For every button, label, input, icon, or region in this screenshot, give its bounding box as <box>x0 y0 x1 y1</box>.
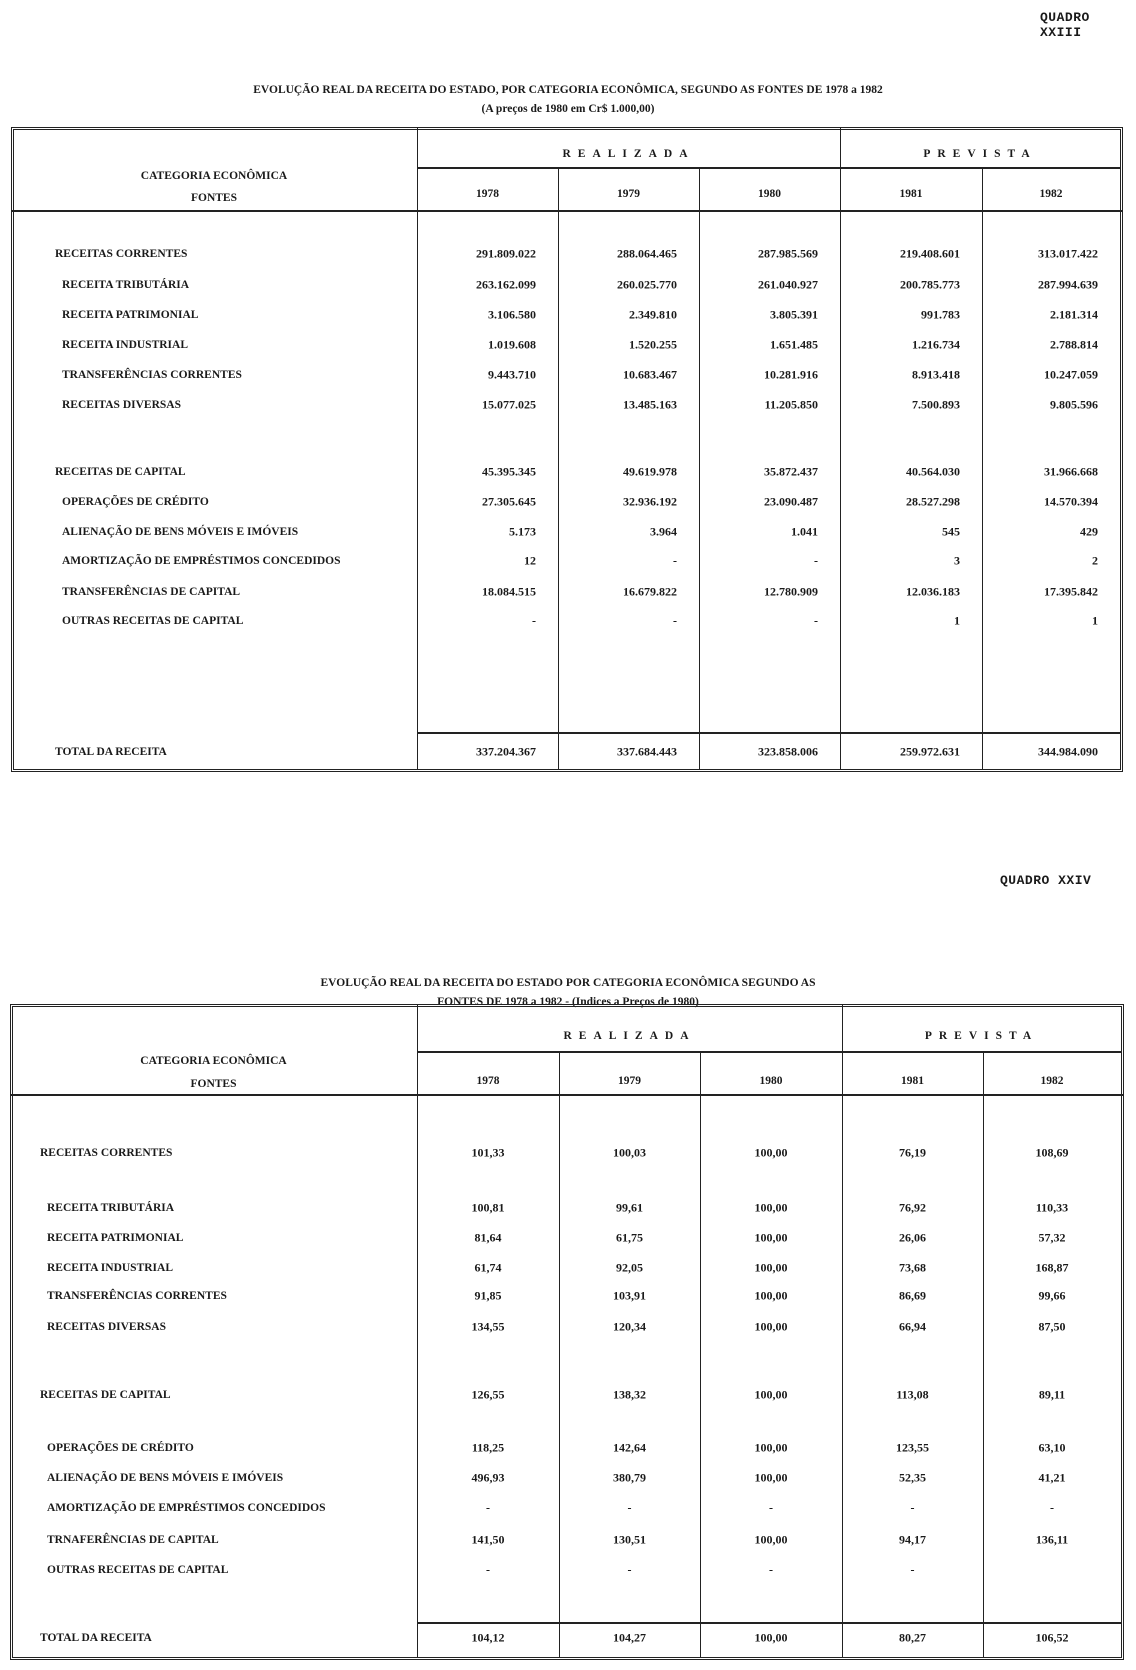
table-cell: 429 <box>1080 524 1098 539</box>
table-cell: 100,00 <box>754 1319 788 1334</box>
table-cell: 1.041 <box>791 524 818 539</box>
quadro-xxiv-subtitle: FONTES DE 1978 a 1982 - (Indices a Preços de 1980) <box>437 996 699 1008</box>
row-label: RECEITA PATRIMONIAL <box>62 309 199 321</box>
table-cell: 496,93 <box>471 1470 505 1485</box>
table-cell: 141,50 <box>471 1532 505 1547</box>
header-bottom-rule <box>10 1094 1124 1096</box>
table-cell: 86,69 <box>899 1288 926 1303</box>
table-cell: 136,11 <box>1035 1532 1069 1547</box>
table-cell: 100,00 <box>754 1440 788 1455</box>
table-cell: - <box>673 613 677 628</box>
table-cell: 81,64 <box>474 1230 502 1245</box>
table-cell: 100,03 <box>613 1145 646 1160</box>
row-label: RECEITA PATRIMONIAL <box>47 1232 184 1244</box>
table-cell: 28.527.298 <box>906 494 960 509</box>
table-cell: 31.966.668 <box>1044 464 1098 479</box>
table-cell: 138,32 <box>613 1387 646 1402</box>
row-label: RECEITAS CORRENTES <box>55 248 188 260</box>
quadro-xxiii-table-frame <box>11 127 1123 772</box>
total-rule <box>417 732 1120 734</box>
table-cell: - <box>486 1562 490 1577</box>
row-label: RECEITAS DIVERSAS <box>62 399 181 411</box>
table-cell: 15.077.025 <box>482 397 536 412</box>
table-cell: 76,19 <box>899 1145 926 1160</box>
table-cell: 3.805.391 <box>770 307 818 322</box>
table-cell: 101,33 <box>471 1145 505 1160</box>
table-cell: 380,79 <box>613 1470 646 1485</box>
table-cell: 40.564.030 <box>906 464 960 479</box>
table-cell: 323.858.006 <box>758 744 818 759</box>
table-cell: 123,55 <box>896 1440 929 1455</box>
quadro-xxiii-title: EVOLUÇÃO REAL DA RECEITA DO ESTADO, POR CATEGORIA ECONÔMICA, SEGUNDO AS FONTES DE 1978 a 1982 <box>253 84 883 96</box>
table-cell: - <box>1050 1500 1054 1515</box>
row-label: TRNAFERÊNCIAS DE CAPITAL <box>47 1534 219 1546</box>
table-cell: 91,85 <box>474 1288 502 1303</box>
table-cell: 100,00 <box>754 1288 788 1303</box>
table-cell: 113,08 <box>896 1387 929 1402</box>
table-cell: 3 <box>954 553 960 568</box>
table-cell: - <box>532 613 536 628</box>
header-group-divider <box>417 1051 1121 1053</box>
table-cell: - <box>627 1500 632 1515</box>
header-year: 1978 <box>476 188 499 200</box>
header-year: 1982 <box>1040 1075 1064 1087</box>
table-cell: 118,25 <box>471 1440 505 1455</box>
column-divider <box>840 127 841 769</box>
table-cell: 337.684.443 <box>617 744 677 759</box>
table-cell: 35.872.437 <box>764 464 818 479</box>
row-label: AMORTIZAÇÃO DE EMPRÉSTIMOS CONCEDIDOS <box>62 555 341 567</box>
table-cell: 261.040.927 <box>758 277 818 292</box>
table-cell: 2 <box>1092 553 1098 568</box>
table-cell: 49.619.978 <box>623 464 677 479</box>
table-cell: 100,00 <box>754 1230 788 1245</box>
table-cell: 260.025.770 <box>617 277 677 292</box>
table-cell: 12.036.183 <box>906 584 960 599</box>
column-divider <box>983 1051 984 1657</box>
table-cell: - <box>486 1500 490 1515</box>
table-cell: 12 <box>524 553 536 568</box>
table-cell: 94,17 <box>899 1532 926 1547</box>
header-year: 1980 <box>758 188 781 200</box>
table-cell: 73,68 <box>899 1260 926 1275</box>
table-cell: 263.162.099 <box>476 277 536 292</box>
table-cell: 288.064.465 <box>617 246 677 261</box>
table-cell: 991.783 <box>921 307 960 322</box>
row-label: TRANSFERÊNCIAS CORRENTES <box>47 1290 227 1302</box>
header-year: 1982 <box>1039 188 1063 200</box>
table-cell: 11.205.850 <box>764 397 818 412</box>
table-cell: 45.395.345 <box>482 464 536 479</box>
table-cell: 313.017.422 <box>1038 246 1098 261</box>
table-cell: 52,35 <box>899 1470 926 1485</box>
table-cell: 7.500.893 <box>912 397 960 412</box>
table-cell: 10.281.916 <box>764 367 818 382</box>
table-cell: 10.247.059 <box>1044 367 1098 382</box>
table-cell: - <box>910 1562 915 1577</box>
table-cell: 100,00 <box>754 1145 788 1160</box>
table-cell: - <box>673 553 677 568</box>
header-categoria: CATEGORIA ECONÔMICA <box>140 1055 287 1067</box>
table-cell: 168,87 <box>1035 1260 1069 1275</box>
table-cell: 23.090.487 <box>764 494 818 509</box>
table-cell: 2.349.810 <box>629 307 677 322</box>
row-label: OUTRAS RECEITAS DE CAPITAL <box>62 615 244 627</box>
table-cell: 104,27 <box>613 1630 646 1645</box>
table-cell: 100,00 <box>754 1200 788 1215</box>
total-label: TOTAL DA RECEITA <box>40 1632 152 1644</box>
table-cell: 1 <box>954 613 960 628</box>
column-divider <box>417 127 418 769</box>
table-cell: 1.019.608 <box>488 337 536 352</box>
table-cell: 259.972.631 <box>900 744 960 759</box>
table-cell: 9.443.710 <box>488 367 536 382</box>
header-fontes: FONTES <box>190 1078 237 1090</box>
table-cell: 3.964 <box>650 524 677 539</box>
row-label: RECEITAS DE CAPITAL <box>40 1389 171 1401</box>
table-cell: 291.809.022 <box>476 246 536 261</box>
table-cell: 100,81 <box>471 1200 505 1215</box>
table-cell: 103,91 <box>613 1288 646 1303</box>
header-prevista: PREVISTA <box>924 1030 1039 1042</box>
table-cell: 545 <box>942 524 960 539</box>
table-cell: 92,05 <box>616 1260 643 1275</box>
table-cell: 27.305.645 <box>482 494 536 509</box>
table-cell: 287.994.639 <box>1038 277 1098 292</box>
table-cell: - <box>910 1500 915 1515</box>
row-label: TRANSFERÊNCIAS CORRENTES <box>62 369 242 381</box>
row-label: RECEITA TRIBUTÁRIA <box>62 279 190 291</box>
table-cell: 17.395.842 <box>1044 584 1098 599</box>
table-cell: 5.173 <box>509 524 536 539</box>
table-cell: 126,55 <box>471 1387 505 1402</box>
row-label: TRANSFERÊNCIAS DE CAPITAL <box>62 586 241 598</box>
row-label: RECEITA INDUSTRIAL <box>62 339 189 351</box>
table-cell: 337.204.367 <box>476 744 536 759</box>
header-prevista: PREVISTA <box>923 148 1037 160</box>
table-cell: 9.805.596 <box>1050 397 1098 412</box>
table-cell: 110,33 <box>1035 1200 1069 1215</box>
table-cell: 66,94 <box>899 1319 926 1334</box>
row-label: RECEITAS DE CAPITAL <box>55 466 186 478</box>
header-year: 1981 <box>901 1075 924 1087</box>
table-cell: 18.084.515 <box>482 584 536 599</box>
quadro-xxiii-subtitle: (A preços de 1980 em Cr$ 1.000,00) <box>481 103 655 115</box>
row-label: RECEITA TRIBUTÁRIA <box>47 1202 175 1214</box>
table-cell: 142,64 <box>613 1440 646 1455</box>
table-cell: 89,11 <box>1038 1387 1066 1402</box>
header-bottom-rule <box>11 210 1123 212</box>
table-cell: 57,32 <box>1038 1230 1066 1245</box>
row-label: ALIENAÇÃO DE BENS MÓVEIS E IMÓVEIS <box>62 526 299 538</box>
quadro-xxiii-label: QUADRO XXIII <box>1040 10 1090 40</box>
table-cell: 344.984.090 <box>1038 744 1098 759</box>
table-cell: 1.520.255 <box>629 337 677 352</box>
table-cell: 104,12 <box>471 1630 505 1645</box>
header-year: 1981 <box>899 188 923 200</box>
table-cell: 134,55 <box>471 1319 505 1334</box>
table-cell: 100,00 <box>754 1387 788 1402</box>
header-year: 1979 <box>618 1075 641 1087</box>
table-cell: - <box>814 553 818 568</box>
total-label: TOTAL DA RECEITA <box>55 746 167 758</box>
table-cell: 87,50 <box>1038 1319 1066 1334</box>
header-year: 1980 <box>759 1075 783 1087</box>
header-categoria: CATEGORIA ECONÔMICA <box>140 170 288 182</box>
table-cell: 61,75 <box>616 1230 643 1245</box>
table-cell: - <box>769 1562 773 1577</box>
table-cell: 120,34 <box>613 1319 646 1334</box>
header-realizada: REALIZADA <box>562 148 695 160</box>
table-cell: 1.216.734 <box>912 337 960 352</box>
table-cell: 3.106.580 <box>488 307 536 322</box>
table-cell: - <box>627 1562 632 1577</box>
row-label: ALIENAÇÃO DE BENS MÓVEIS E IMÓVEIS <box>47 1472 284 1484</box>
header-realizada: REALIZADA <box>563 1030 696 1042</box>
table-cell: 32.936.192 <box>623 494 677 509</box>
table-cell: 61,74 <box>474 1260 502 1275</box>
table-cell: 100,00 <box>754 1532 788 1547</box>
table-cell: 76,92 <box>899 1200 926 1215</box>
table-cell: 80,27 <box>899 1630 926 1645</box>
table-cell: 63,10 <box>1038 1440 1066 1455</box>
table-cell: 100,00 <box>754 1470 788 1485</box>
row-label: OPERAÇÕES DE CRÉDITO <box>47 1442 194 1454</box>
row-label: RECEITAS DIVERSAS <box>47 1321 166 1333</box>
table-cell: 130,51 <box>613 1532 646 1547</box>
table-cell: 13.485.163 <box>623 397 677 412</box>
row-label: AMORTIZAÇÃO DE EMPRÉSTIMOS CONCEDIDOS <box>47 1502 326 1514</box>
table-cell: 14.570.394 <box>1044 494 1098 509</box>
row-label: RECEITAS CORRENTES <box>40 1147 173 1159</box>
header-year: 1979 <box>617 188 640 200</box>
table-cell: 108,69 <box>1035 1145 1069 1160</box>
table-cell: 99,66 <box>1038 1288 1066 1303</box>
row-label: OPERAÇÕES DE CRÉDITO <box>62 496 209 508</box>
header-year: 1978 <box>476 1075 500 1087</box>
row-label: RECEITA INDUSTRIAL <box>47 1262 174 1274</box>
total-rule <box>417 1622 1121 1624</box>
table-cell: 100,00 <box>754 1260 788 1275</box>
table-cell: 12.780.909 <box>764 584 818 599</box>
table-cell: 200.785.773 <box>900 277 960 292</box>
header-group-divider <box>417 167 1120 169</box>
quadro-xxiv-label: QUADRO XXIV <box>1000 873 1092 888</box>
table-cell: 16.679.822 <box>623 584 677 599</box>
table-cell: 41,21 <box>1038 1470 1066 1485</box>
table-cell: - <box>814 613 818 628</box>
header-fontes: FONTES <box>190 192 237 204</box>
table-cell: 99,61 <box>616 1200 643 1215</box>
table-cell: 8.913.418 <box>912 367 960 382</box>
table-cell: 26,06 <box>899 1230 926 1245</box>
table-cell: 287.985.569 <box>758 246 818 261</box>
table-cell: 1.651.485 <box>770 337 818 352</box>
table-cell: 219.408.601 <box>900 246 960 261</box>
row-label: OUTRAS RECEITAS DE CAPITAL <box>47 1564 229 1576</box>
quadro-xxiv-title: EVOLUÇÃO REAL DA RECEITA DO ESTADO POR CATEGORIA ECONÔMICA SEGUNDO AS <box>320 977 816 989</box>
table-cell: 2.788.814 <box>1050 337 1098 352</box>
table-cell: 100,00 <box>754 1630 788 1645</box>
table-cell: 10.683.467 <box>623 367 677 382</box>
table-cell: 1 <box>1092 613 1098 628</box>
table-cell: - <box>769 1500 773 1515</box>
table-cell: 106,52 <box>1035 1630 1069 1645</box>
table-cell: 2.181.314 <box>1050 307 1098 322</box>
